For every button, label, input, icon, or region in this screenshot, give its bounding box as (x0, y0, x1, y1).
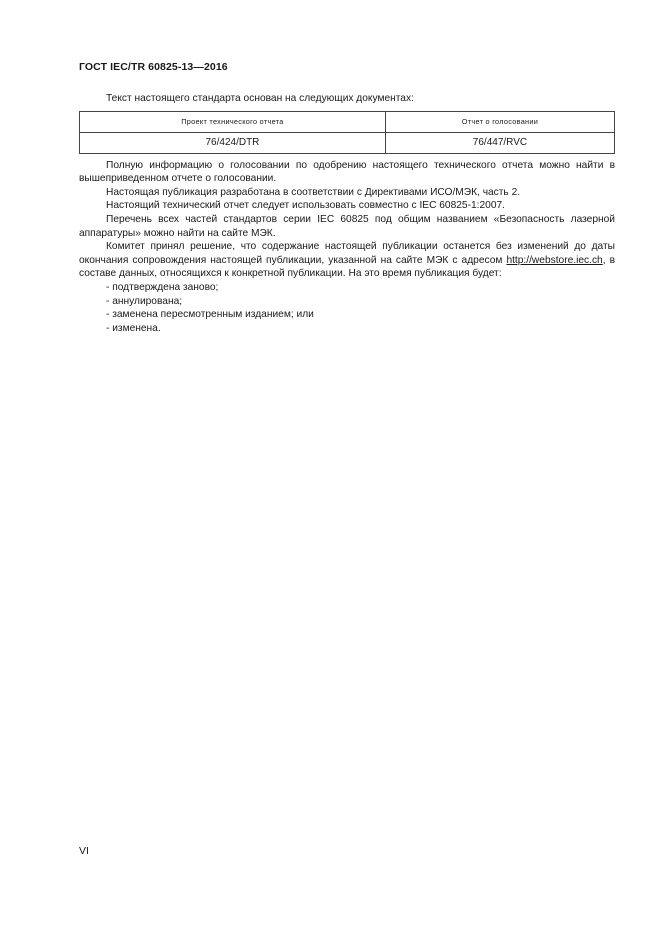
documents-table (79, 111, 615, 154)
voting-info-paragraph: Полную информацию о голосовании по одобрению настоящего технического отчета можно найти в вышеприведенном отчете о голосовании. (79, 159, 615, 185)
document-body (79, 92, 615, 335)
series-paragraph: Перечень всех частей стандартов серии IEC 60825 под общим названием «Безопасность лазерной аппаратуры» можно найти на сайте МЭК. (79, 213, 615, 239)
table-cell: 76/424/DTR (80, 132, 386, 153)
list-item: - подтверждена заново; (106, 281, 219, 293)
table-header-cell: Отчет о голосовании (385, 111, 614, 132)
document-header: ГОСТ IEC/TR 60825-13—2016 (79, 61, 228, 73)
directives-paragraph: Настоящая публикация разработана в соответствии с Директивами ИСО/МЭК, часть 2. (106, 186, 521, 198)
webstore-link[interactable]: http://webstore.iec.ch (506, 254, 603, 266)
intro-paragraph: Текст настоящего стандарта основан на следующих документах: (106, 93, 414, 104)
table-row (80, 132, 615, 153)
list-item: - изменена. (106, 322, 161, 334)
usage-paragraph: Настоящий технический отчет следует использовать совместно с IEC 60825-1:2007. (106, 200, 505, 212)
table-cell: 76/447/RVC (385, 132, 614, 153)
table-header-row (80, 111, 615, 132)
page-number: VI (79, 845, 89, 857)
committee-paragraph (79, 240, 615, 281)
list-item: - аннулирована; (106, 295, 183, 307)
table-header-cell: Проект технического отчета (80, 111, 386, 132)
committee-text-end: , в составе данных, относящихся к конкретной публикации. На это время публикация будет: (79, 254, 615, 280)
list-item: - заменена пересмотренным изданием; или (106, 309, 314, 321)
committee-text-start: Комитет принял решение, что содержание настоящей публикации останется без изменений до даты окончания сопровождения настоящей публикации, указанной на сайте МЭК с адресом (79, 241, 615, 266)
